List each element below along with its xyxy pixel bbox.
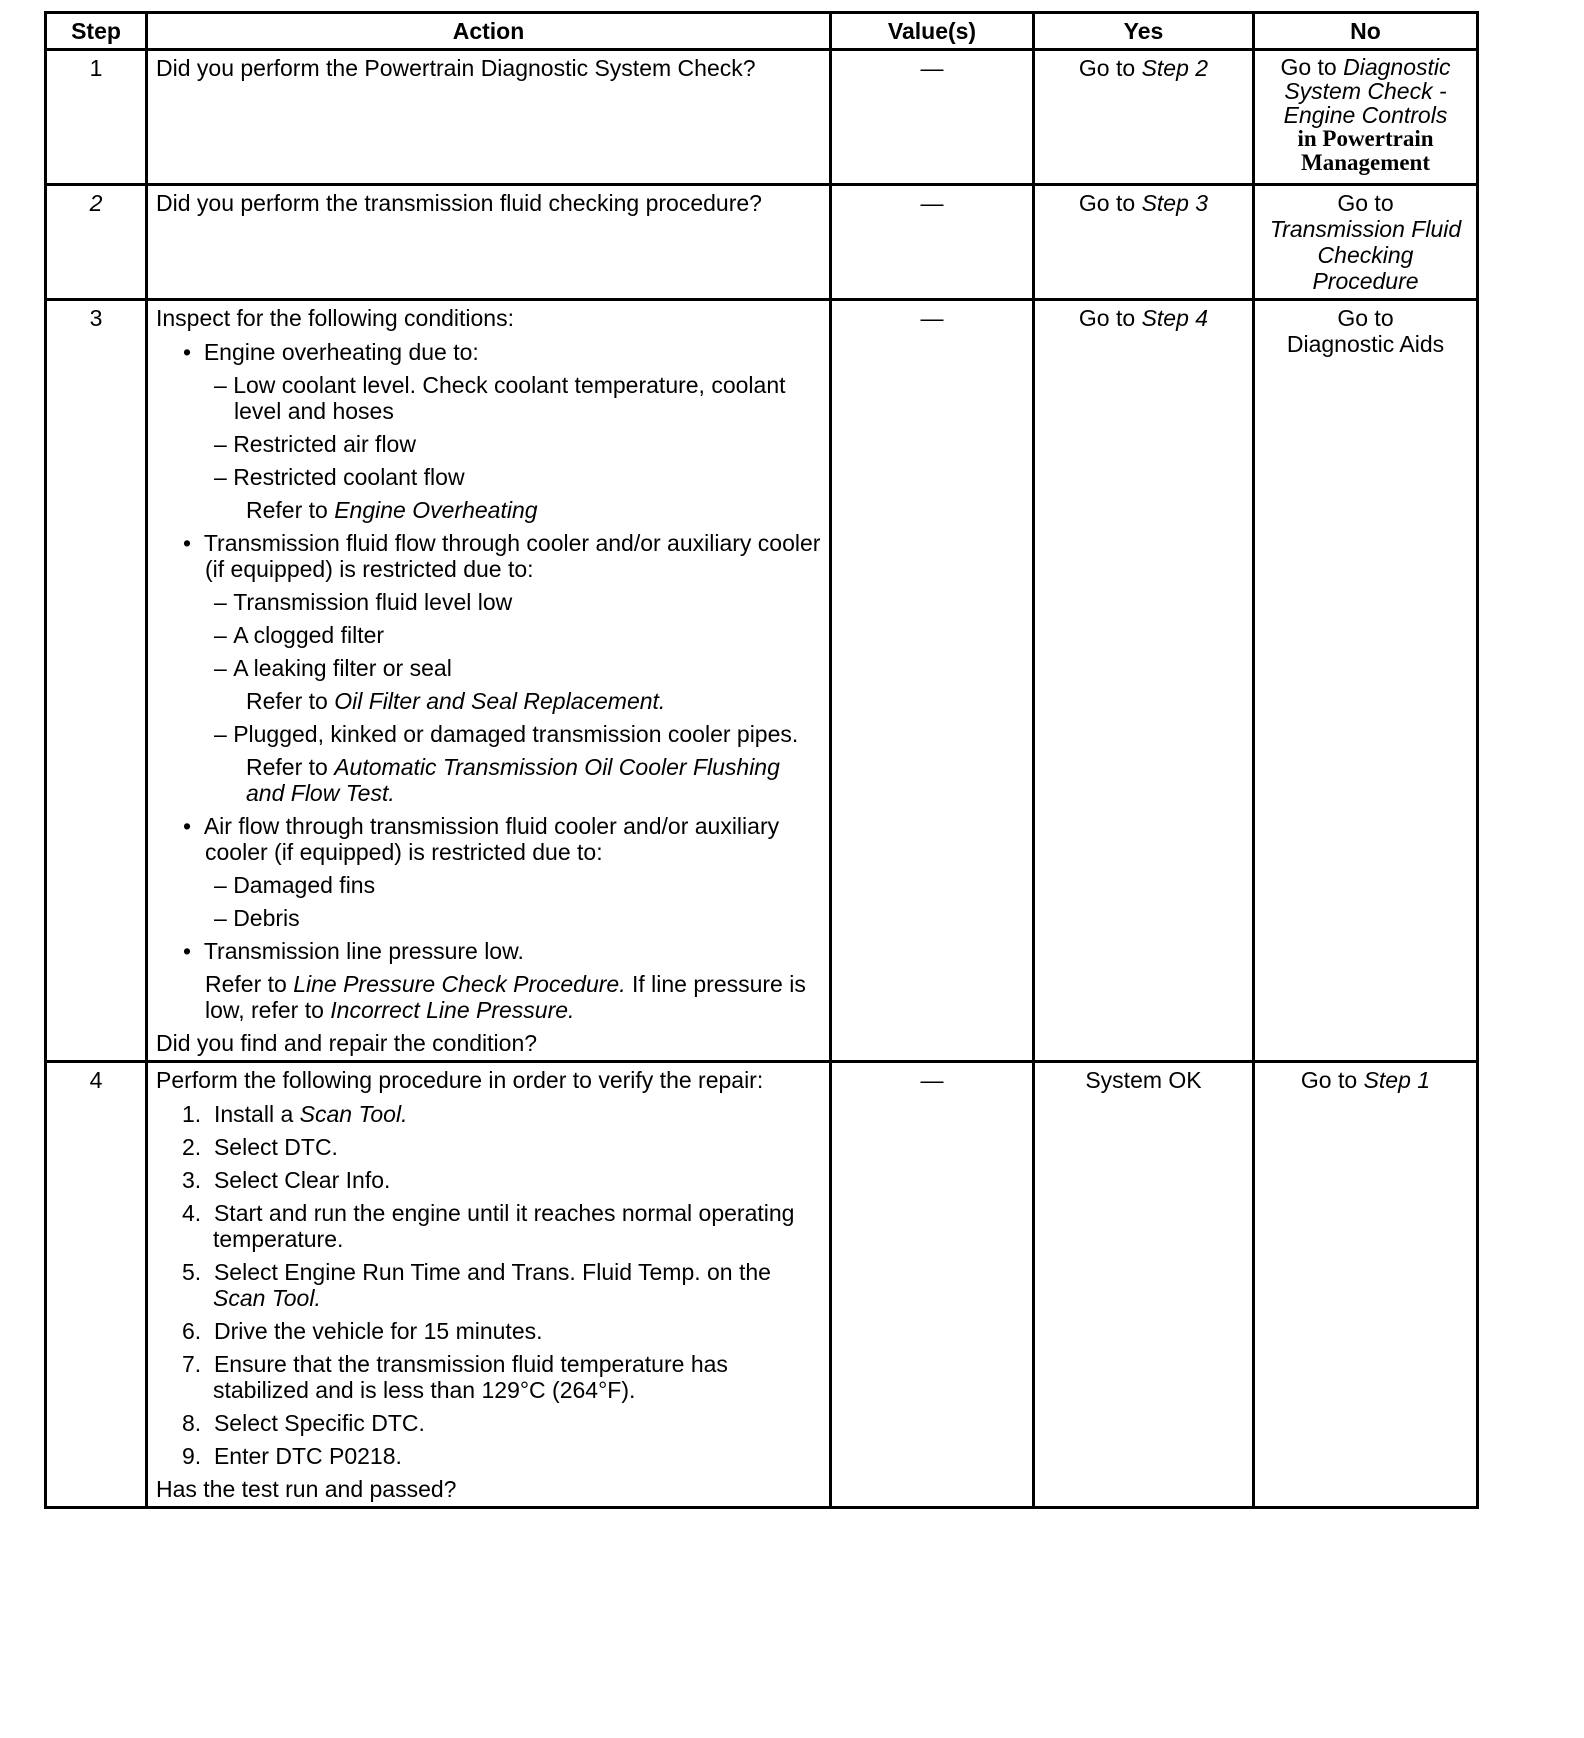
dash-item: – Plugged, kinked or damaged transmission cooler pipes. [214,721,799,747]
reference-link[interactable]: Scan Tool. [299,1101,408,1127]
no-suffix: in Powertrain Management [1297,126,1434,175]
step-number: 2 [46,185,147,300]
header-row [46,13,1478,50]
action-cell [147,300,831,1062]
yes-prefix: Go to [1078,305,1142,331]
reference-line: Refer to Oil Filter and Seal Replacement. [246,688,666,714]
yes-prefix: Go to [1078,55,1142,81]
table-row [46,1062,1478,1508]
action-intro: Inspect for the following conditions: [156,305,514,331]
no-link[interactable]: Diagnostic System Check - Engine Controls [1283,54,1451,128]
header-values: Value(s) [831,13,1034,50]
dash-item: – Transmission fluid level low [214,589,513,615]
value-cell: — [831,300,1034,1062]
no-line-1: Go to [1337,305,1394,331]
no-cell [1254,1062,1478,1508]
yes-cell [1034,50,1254,185]
diagnostic-table [44,11,1479,1509]
no-prefix: Go to [1280,54,1344,80]
dash-item: – Low coolant level. Check coolant temperature, coolant level and hoses [214,372,786,424]
action-cell [147,1062,831,1508]
value-cell: — [831,185,1034,300]
step-number: 1 [46,50,147,185]
reference-link[interactable]: Engine Overheating [334,497,538,523]
yes-link[interactable]: Step 3 [1141,190,1209,216]
yes-link[interactable]: Step 4 [1141,305,1209,331]
yes-cell [1034,185,1254,300]
bullet-item: • Engine overheating due to: [183,339,479,365]
reference-link[interactable]: Oil Filter and Seal Replacement. [334,688,666,714]
dash-item: – Damaged fins [214,872,376,898]
numbered-item: 6. Drive the vehicle for 15 minutes. [182,1318,543,1344]
yes-result: System OK [1085,1067,1202,1093]
action-text: Did you perform the Powertrain Diagnostic System Check? [156,55,756,81]
reference-link[interactable]: Scan Tool. [213,1285,321,1311]
yes-prefix: Go to [1078,190,1142,216]
numbered-item: 7. Ensure that the transmission fluid temperature has stabilized and is less than 129°C (264°F). [182,1351,728,1403]
header-no: No [1254,13,1478,50]
reference-line: Refer to Automatic Transmission Oil Cooler Flushing and Flow Test. [246,754,780,806]
bullet-item: • Air flow through transmission fluid cooler and/or auxiliary cooler (if equipped) is restricted due to: [183,813,780,865]
reference-link[interactable]: Incorrect Line Pressure. [330,997,575,1023]
step-number: 3 [46,300,147,1062]
no-prefix: Go to [1337,190,1394,216]
header-yes: Yes [1034,13,1254,50]
numbered-item: 5. Select Engine Run Time and Trans. Fluid Temp. on the Scan Tool. [182,1259,771,1311]
action-question: Has the test run and passed? [156,1476,457,1502]
numbered-item: 4. Start and run the engine until it reaches normal operating temperature. [182,1200,795,1252]
no-link[interactable]: Step 1 [1363,1067,1431,1093]
bullet-item: • Transmission fluid flow through cooler and/or auxiliary cooler (if equipped) is restricted due to: [183,530,821,582]
dash-item: – Restricted coolant flow [214,464,465,490]
no-cell [1254,185,1478,300]
yes-link[interactable]: Step 2 [1141,55,1209,81]
dash-item: – A leaking filter or seal [214,655,452,681]
numbered-item: 1. Install a Scan Tool. [182,1101,408,1127]
value-cell: — [831,50,1034,185]
numbered-item: 8. Select Specific DTC. [182,1410,425,1436]
reference-link[interactable]: Line Pressure Check Procedure. [293,971,626,997]
no-cell [1254,300,1478,1062]
dash-item: – Restricted air flow [214,431,416,457]
action-question: Did you find and repair the condition? [156,1030,538,1056]
yes-cell [1034,1062,1254,1508]
no-cell [1254,50,1478,185]
step-number: 4 [46,1062,147,1508]
numbered-item: 9. Enter DTC P0218. [182,1443,402,1469]
table-row [46,50,1478,185]
dash-item: – A clogged filter [214,622,385,648]
reference-link[interactable]: Automatic Transmission Oil Cooler Flushing and Flow Test. [246,754,780,806]
bullet-item: • Transmission line pressure low. [183,938,524,964]
no-link[interactable]: Diagnostic Aids [1286,331,1445,357]
no-link[interactable]: Transmission Fluid Checking Procedure [1269,216,1462,294]
action-text: Did you perform the transmission fluid checking procedure? [156,190,762,216]
action-cell [147,185,831,300]
header-step: Step [46,13,147,50]
reference-line: Refer to Engine Overheating [246,497,538,523]
table-row [46,185,1478,300]
reference-line: Refer to Line Pressure Check Procedure. If line pressure is low, refer to Incorrect Line Pressure. [205,971,806,1023]
table-row [46,300,1478,1062]
action-intro: Perform the following procedure in order to verify the repair: [156,1067,764,1093]
action-cell [147,50,831,185]
numbered-item: 3. Select Clear Info. [182,1167,391,1193]
header-action: Action [147,13,831,50]
yes-cell [1034,300,1254,1062]
value-cell: — [831,1062,1034,1508]
no-prefix: Go to [1300,1067,1364,1093]
dash-item: – Debris [214,905,300,931]
numbered-item: 2. Select DTC. [182,1134,338,1160]
